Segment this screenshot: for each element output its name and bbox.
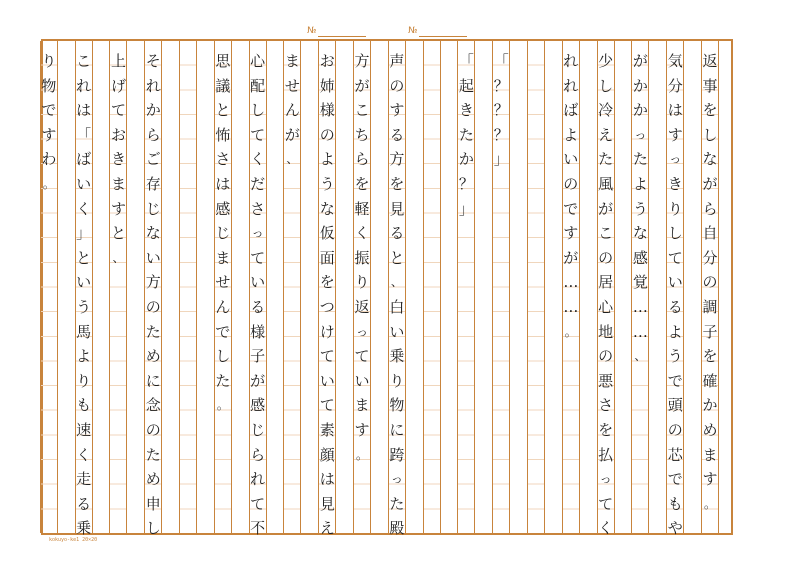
manuscript-char: と bbox=[389, 248, 405, 267]
manuscript-char: 」 bbox=[76, 224, 92, 243]
manuscript-char: 起 bbox=[458, 76, 474, 95]
manuscript-char: が bbox=[598, 199, 614, 218]
manuscript-char: 心 bbox=[250, 52, 266, 70]
manuscript-char: り bbox=[41, 52, 57, 70]
manuscript-column bbox=[423, 41, 441, 533]
manuscript-char: で bbox=[41, 101, 57, 120]
manuscript-column bbox=[457, 41, 475, 533]
manuscript-char: 方 bbox=[145, 273, 161, 292]
manuscript-char: り bbox=[354, 273, 370, 292]
manuscript-char: す bbox=[354, 420, 370, 439]
manuscript-char: え bbox=[319, 519, 335, 538]
manuscript-char: て bbox=[319, 347, 335, 366]
manuscript-char: は bbox=[76, 101, 92, 120]
manuscript-char: す bbox=[110, 199, 126, 218]
manuscript-char: は bbox=[667, 101, 683, 120]
manuscript-char: の bbox=[598, 347, 614, 366]
manuscript-char: り bbox=[76, 371, 92, 390]
manuscript-char: 軽 bbox=[354, 199, 370, 218]
column-gap bbox=[580, 41, 597, 533]
number-label: № bbox=[408, 26, 418, 36]
manuscript-char: が bbox=[250, 371, 266, 390]
manuscript-column bbox=[144, 41, 162, 538]
manuscript-char: 払 bbox=[598, 445, 614, 464]
manuscript-char: も bbox=[667, 494, 683, 513]
manuscript-char: 覚 bbox=[632, 273, 648, 292]
manuscript-char: た bbox=[458, 125, 474, 144]
manuscript-char: じ bbox=[250, 420, 266, 439]
manuscript-char: 芯 bbox=[667, 445, 683, 464]
manuscript-char: り bbox=[667, 199, 683, 218]
manuscript-char: す bbox=[389, 101, 405, 120]
manuscript-char: る bbox=[389, 224, 405, 243]
column-gap bbox=[684, 41, 701, 533]
manuscript-char: … bbox=[563, 297, 579, 316]
manuscript-char: ？ bbox=[493, 76, 509, 95]
manuscript-column bbox=[75, 41, 93, 538]
manuscript-char: 「 bbox=[458, 52, 474, 70]
manuscript-char: よ bbox=[667, 322, 683, 341]
manuscript-char: 。 bbox=[703, 496, 716, 511]
manuscript-char: … bbox=[563, 273, 579, 292]
manuscript-char: い bbox=[667, 273, 683, 292]
manuscript-char: く bbox=[76, 199, 92, 218]
manuscript-char: 冷 bbox=[598, 101, 614, 120]
manuscript-char: の bbox=[702, 273, 718, 292]
manuscript-char: げ bbox=[110, 76, 126, 95]
manuscript-char: さ bbox=[215, 150, 231, 169]
manuscript-char: ん bbox=[284, 101, 300, 120]
manuscript-char: た bbox=[389, 494, 405, 513]
manuscript-char: ま bbox=[215, 248, 231, 267]
manuscript-char: の bbox=[598, 248, 614, 267]
manuscript-char: 、 bbox=[390, 275, 403, 290]
manuscript-char: 馬 bbox=[76, 322, 92, 341]
manuscript-char: た bbox=[598, 150, 614, 169]
column-gap bbox=[301, 41, 318, 533]
manuscript-char: こ bbox=[354, 101, 370, 120]
manuscript-char: が bbox=[354, 76, 370, 95]
manuscript-char: 「 bbox=[493, 52, 509, 70]
manuscript-char: い bbox=[250, 273, 266, 292]
manuscript-char: く bbox=[598, 519, 614, 538]
manuscript-char: 「 bbox=[76, 125, 92, 144]
manuscript-char: 見 bbox=[319, 494, 335, 513]
manuscript-char: よ bbox=[76, 347, 92, 366]
manuscript-char: 振 bbox=[354, 248, 370, 267]
manuscript-char: っ bbox=[251, 226, 264, 241]
manuscript-char: る bbox=[667, 297, 683, 316]
column-gap bbox=[475, 41, 492, 533]
manuscript-char: れ bbox=[563, 76, 579, 95]
manuscript-char: 頭 bbox=[667, 396, 683, 415]
manuscript-char: ま bbox=[354, 396, 370, 415]
manuscript-char: 」 bbox=[493, 150, 509, 169]
manuscript-char: ま bbox=[284, 52, 300, 70]
manuscript-column bbox=[318, 41, 336, 538]
manuscript-char: ち bbox=[354, 125, 370, 144]
manuscript-column bbox=[283, 41, 301, 533]
manuscript-column bbox=[597, 41, 615, 538]
manuscript-char: っ bbox=[356, 324, 369, 339]
manuscript-char: 居 bbox=[598, 273, 614, 292]
manuscript-char: の bbox=[563, 174, 579, 193]
manuscript-char: 、 bbox=[286, 152, 299, 167]
manuscript-char: で bbox=[667, 470, 683, 489]
paper-code: kokuyo-ke1 20×20 bbox=[49, 537, 98, 543]
manuscript-char: っ bbox=[669, 152, 682, 167]
manuscript-char: し bbox=[667, 224, 683, 243]
manuscript-char: 上 bbox=[110, 52, 126, 70]
manuscript-char: と bbox=[110, 224, 126, 243]
column-gap bbox=[719, 41, 731, 533]
manuscript-char: る bbox=[389, 125, 405, 144]
manuscript-char: の bbox=[145, 297, 161, 316]
column-gap bbox=[93, 41, 110, 533]
manuscript-char: れ bbox=[76, 76, 92, 95]
manuscript-char: ら bbox=[702, 199, 718, 218]
manuscript-char: 事 bbox=[702, 76, 718, 95]
manuscript-char: 怖 bbox=[215, 125, 231, 144]
manuscript-char: る bbox=[76, 494, 92, 513]
manuscript-column bbox=[214, 41, 232, 533]
column-gap bbox=[441, 41, 458, 533]
manuscript-char: 風 bbox=[598, 174, 614, 193]
manuscript-char: 感 bbox=[250, 396, 266, 415]
manuscript-char: ら bbox=[250, 445, 266, 464]
column-gap bbox=[336, 41, 353, 533]
manuscript-column bbox=[631, 41, 649, 533]
manuscript-char: さ bbox=[250, 199, 266, 218]
number-label: № bbox=[307, 26, 317, 36]
manuscript-char: 。 bbox=[42, 176, 55, 191]
manuscript-char: か bbox=[458, 150, 474, 169]
manuscript-char: の bbox=[389, 76, 405, 95]
manuscript-char: で bbox=[563, 199, 579, 218]
manuscript-char: 気 bbox=[667, 52, 683, 70]
manuscript-char: 」 bbox=[458, 199, 474, 218]
manuscript-char: ま bbox=[110, 174, 126, 193]
manuscript-char: て bbox=[250, 248, 266, 267]
manuscript-char: れ bbox=[563, 52, 579, 70]
manuscript-char: き bbox=[667, 174, 683, 193]
column-gap bbox=[127, 41, 144, 533]
manuscript-column bbox=[353, 41, 371, 533]
manuscript-char: せ bbox=[215, 273, 231, 292]
manuscript-char: 不 bbox=[250, 519, 266, 538]
manuscript-char: 見 bbox=[389, 199, 405, 218]
manuscript-char: 、 bbox=[634, 349, 647, 364]
manuscript-column bbox=[40, 41, 58, 533]
manuscript-char: 。 bbox=[564, 324, 577, 339]
manuscript-column bbox=[249, 41, 267, 538]
manuscript-char: な bbox=[702, 150, 718, 169]
manuscript-char: を bbox=[702, 347, 718, 366]
manuscript-char: に bbox=[389, 420, 405, 439]
manuscript-char: す bbox=[563, 224, 579, 243]
manuscript-char: よ bbox=[632, 174, 648, 193]
manuscript-char: の bbox=[667, 420, 683, 439]
manuscript-char: り bbox=[389, 371, 405, 390]
manuscript-char: だ bbox=[250, 174, 266, 193]
column-gap bbox=[58, 41, 75, 533]
manuscript-char: 感 bbox=[215, 199, 231, 218]
manuscript-char: を bbox=[319, 273, 335, 292]
manuscript-char: て bbox=[667, 248, 683, 267]
manuscript-char: 、 bbox=[112, 250, 125, 265]
manuscript-char: し bbox=[145, 519, 161, 538]
manuscript-char: 白 bbox=[389, 297, 405, 316]
manuscript-char: 乗 bbox=[76, 519, 92, 538]
manuscript-char: が bbox=[632, 52, 648, 70]
manuscript-column bbox=[701, 41, 719, 533]
column-gap bbox=[371, 41, 388, 533]
manuscript-char: た bbox=[145, 322, 161, 341]
manuscript-char: な bbox=[319, 199, 335, 218]
manuscript-char: た bbox=[145, 445, 161, 464]
manuscript-char: 仮 bbox=[319, 224, 335, 243]
manuscript-char: う bbox=[319, 174, 335, 193]
manuscript-char: れ bbox=[145, 76, 161, 95]
manuscript-char: た bbox=[215, 371, 231, 390]
manuscript-char: こ bbox=[598, 224, 614, 243]
manuscript-char: 面 bbox=[319, 248, 335, 267]
column-gap bbox=[649, 41, 666, 533]
manuscript-char: が bbox=[702, 174, 718, 193]
manuscript-column bbox=[666, 41, 684, 538]
manuscript-char: く bbox=[250, 150, 266, 169]
manuscript-char: 調 bbox=[702, 297, 718, 316]
number-blank-line bbox=[318, 36, 366, 37]
manuscript-char: と bbox=[215, 101, 231, 120]
manuscript-char: が bbox=[284, 125, 300, 144]
manuscript-char: 思 bbox=[215, 52, 231, 70]
manuscript-char: い bbox=[76, 273, 92, 292]
manuscript-char: か bbox=[632, 76, 648, 95]
manuscript-column bbox=[562, 41, 580, 533]
manuscript-char: た bbox=[632, 150, 648, 169]
manuscript-char: よ bbox=[563, 125, 579, 144]
manuscript-char: し bbox=[215, 347, 231, 366]
manuscript-char: な bbox=[632, 224, 648, 243]
manuscript-char: お bbox=[110, 125, 126, 144]
manuscript-char: 方 bbox=[389, 150, 405, 169]
column-gap bbox=[267, 41, 284, 533]
manuscript-char: は bbox=[319, 470, 335, 489]
manuscript-char: っ bbox=[390, 472, 403, 487]
manuscript-char: ま bbox=[702, 445, 718, 464]
manuscript-char: じ bbox=[145, 199, 161, 218]
manuscript-char: 顔 bbox=[319, 445, 335, 464]
manuscript-char: 素 bbox=[319, 420, 335, 439]
manuscript-char: 跨 bbox=[389, 445, 405, 464]
manuscript-char: そ bbox=[145, 52, 161, 70]
manuscript-char: い bbox=[319, 371, 335, 390]
manuscript-char: で bbox=[667, 371, 683, 390]
manuscript-char: を bbox=[354, 174, 370, 193]
column-gap bbox=[197, 41, 214, 533]
manuscript-char: し bbox=[598, 76, 614, 95]
manuscript-char: を bbox=[598, 420, 614, 439]
manuscript-char: ら bbox=[354, 150, 370, 169]
manuscript-column bbox=[492, 41, 510, 533]
manuscript-char: 物 bbox=[389, 396, 405, 415]
manuscript-char: 分 bbox=[702, 248, 718, 267]
manuscript-char: … bbox=[632, 297, 648, 316]
manuscript-char: 子 bbox=[250, 347, 266, 366]
column-gap bbox=[232, 41, 249, 533]
manuscript-char: じ bbox=[215, 224, 231, 243]
manuscript-char: 少 bbox=[598, 52, 614, 70]
manuscript-char: 心 bbox=[598, 297, 614, 316]
manuscript-char: か bbox=[632, 101, 648, 120]
manuscript-char: つ bbox=[319, 297, 335, 316]
manuscript-char: い bbox=[145, 248, 161, 267]
manuscript-char: は bbox=[215, 174, 231, 193]
manuscript-char: … bbox=[632, 322, 648, 341]
manuscript-char: 自 bbox=[702, 224, 718, 243]
manuscript-char: 確 bbox=[702, 371, 718, 390]
manuscript-char: い bbox=[563, 150, 579, 169]
manuscript-char: お bbox=[319, 52, 335, 70]
manuscript-char: す bbox=[667, 125, 683, 144]
manuscript-char: 悪 bbox=[598, 371, 614, 390]
manuscript-char: け bbox=[319, 322, 335, 341]
manuscript-char: で bbox=[215, 322, 231, 341]
manuscript-char: ら bbox=[145, 125, 161, 144]
manuscript-char: 感 bbox=[632, 248, 648, 267]
manuscript-char: め bbox=[145, 470, 161, 489]
manuscript-char: 子 bbox=[702, 322, 718, 341]
manuscript-char: 乗 bbox=[389, 347, 405, 366]
manuscript-char: て bbox=[250, 494, 266, 513]
manuscript-char: を bbox=[389, 174, 405, 193]
manuscript-char: も bbox=[76, 396, 92, 415]
manuscript-char: い bbox=[76, 174, 92, 193]
manuscript-char: 走 bbox=[76, 470, 92, 489]
manuscript-char: め bbox=[702, 420, 718, 439]
manuscript-char: な bbox=[145, 224, 161, 243]
manuscript-char: っ bbox=[634, 127, 647, 142]
manuscript-char: 様 bbox=[319, 101, 335, 120]
manuscript-char: す bbox=[702, 470, 718, 489]
manuscript-char: し bbox=[250, 101, 266, 120]
manuscript-char: と bbox=[76, 248, 92, 267]
manuscript-char: 。 bbox=[356, 447, 369, 462]
manuscript-char: う bbox=[76, 297, 92, 316]
manuscript-char: え bbox=[598, 125, 614, 144]
manuscript-char: い bbox=[389, 322, 405, 341]
manuscript-column bbox=[527, 41, 545, 533]
manuscript-char: 様 bbox=[250, 322, 266, 341]
manuscript-char: っ bbox=[599, 472, 612, 487]
manuscript-char: 速 bbox=[76, 420, 92, 439]
manuscript-char: に bbox=[145, 371, 161, 390]
manuscript-char: う bbox=[632, 199, 648, 218]
manuscript-char: わ bbox=[41, 150, 57, 169]
manuscript-char: ？ bbox=[493, 125, 509, 144]
manuscript-char: 方 bbox=[354, 52, 370, 70]
manuscript-char: る bbox=[250, 297, 266, 316]
manuscript-char: 分 bbox=[667, 76, 683, 95]
manuscript-column bbox=[179, 41, 197, 533]
manuscript-paper bbox=[41, 39, 733, 538]
manuscript-char: や bbox=[667, 519, 683, 538]
manuscript-char: か bbox=[702, 396, 718, 415]
column-gap bbox=[406, 41, 423, 533]
manuscript-char: て bbox=[354, 347, 370, 366]
number-blank-line bbox=[419, 36, 467, 37]
manuscript-char: の bbox=[145, 420, 161, 439]
manuscript-char: て bbox=[250, 125, 266, 144]
manuscript-char: ？ bbox=[458, 174, 474, 193]
manuscript-char: き bbox=[458, 101, 474, 120]
manuscript-char: が bbox=[563, 248, 579, 267]
manuscript-char: 返 bbox=[354, 297, 370, 316]
manuscript-char: か bbox=[145, 101, 161, 120]
manuscript-char: ん bbox=[215, 297, 231, 316]
manuscript-char: 申 bbox=[145, 494, 161, 513]
manuscript-char: よ bbox=[319, 150, 335, 169]
manuscript-char: ご bbox=[145, 150, 161, 169]
manuscript-char: 。 bbox=[216, 398, 229, 413]
manuscript-char: 存 bbox=[145, 174, 161, 193]
manuscript-char: の bbox=[319, 125, 335, 144]
column-gap bbox=[615, 41, 632, 533]
manuscript-char: い bbox=[354, 371, 370, 390]
manuscript-char: せ bbox=[284, 76, 300, 95]
manuscript-char: 配 bbox=[250, 76, 266, 95]
manuscript-char: め bbox=[145, 347, 161, 366]
manuscript-char: を bbox=[702, 101, 718, 120]
column-gap bbox=[510, 41, 527, 533]
manuscript-char: 返 bbox=[702, 52, 718, 70]
column-gap bbox=[162, 41, 179, 533]
manuscript-char: れ bbox=[250, 470, 266, 489]
manuscript-char: ば bbox=[76, 150, 92, 169]
manuscript-char: 物 bbox=[41, 76, 57, 95]
manuscript-char: き bbox=[110, 150, 126, 169]
manuscript-char: て bbox=[598, 494, 614, 513]
manuscript-char: 声 bbox=[389, 52, 405, 70]
manuscript-char: て bbox=[319, 396, 335, 415]
manuscript-char: こ bbox=[76, 52, 92, 70]
column-gap bbox=[545, 41, 562, 533]
manuscript-char: す bbox=[41, 125, 57, 144]
manuscript-column bbox=[388, 41, 406, 538]
manuscript-char: う bbox=[667, 347, 683, 366]
manuscript-char: 議 bbox=[215, 76, 231, 95]
manuscript-char: ば bbox=[563, 101, 579, 120]
manuscript-char: 念 bbox=[145, 396, 161, 415]
manuscript-char: し bbox=[702, 125, 718, 144]
manuscript-char: 地 bbox=[598, 322, 614, 341]
manuscript-char: ？ bbox=[493, 101, 509, 120]
manuscript-char: 殿 bbox=[389, 519, 405, 538]
manuscript-char: 姉 bbox=[319, 76, 335, 95]
manuscript-char: て bbox=[110, 101, 126, 120]
manuscript-char: さ bbox=[598, 396, 614, 415]
manuscript-char: く bbox=[76, 445, 92, 464]
manuscript-char: く bbox=[354, 224, 370, 243]
manuscript-column bbox=[109, 41, 127, 533]
